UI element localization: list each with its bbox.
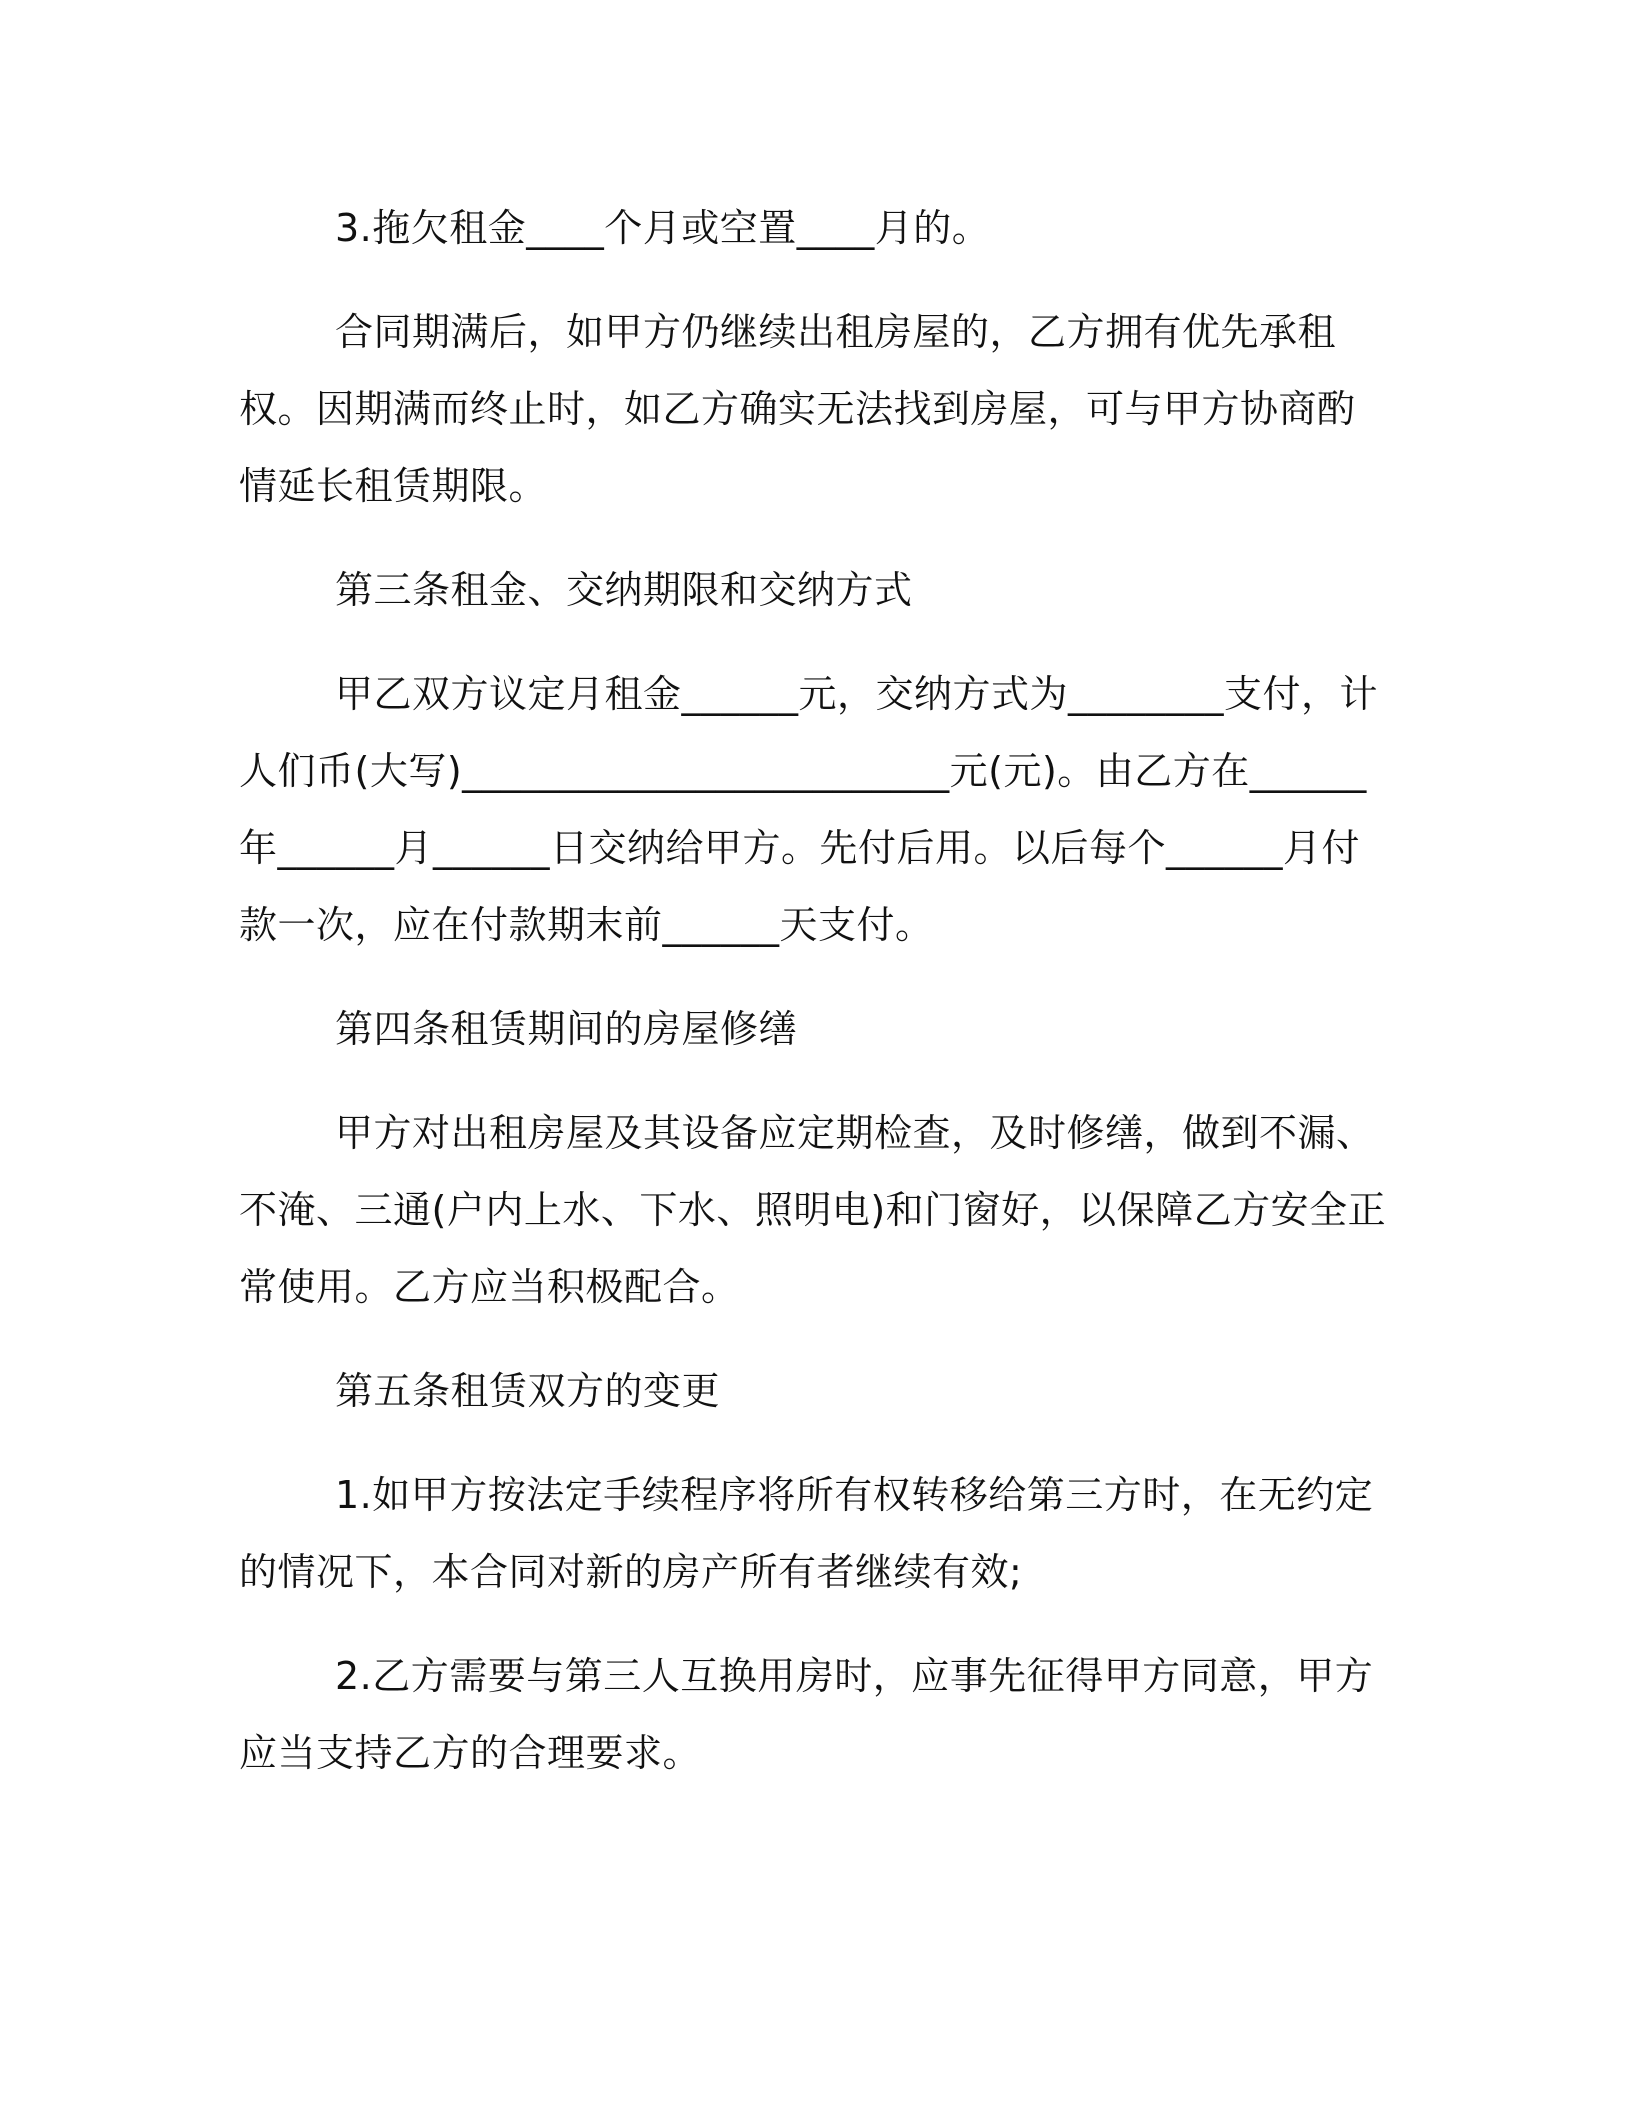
article-5-heading: 第五条租赁双方的变更 [335,1369,721,1413]
housing-exchange-paragraph: 2.乙方需要与第三人互换用房时，应事先征得甲方同意，甲方应当支持乙方的合理要求。 [239,1654,1374,1775]
rent-payment-paragraph: 甲乙双方议定月租金______元，交纳方式为________支付，计人们币(大写)_________________________元(元)。由乙方在______年______月______日交纳给甲方。先付后用。以后每个______月付款一次，应在付款期末前______天支付。 [239,672,1379,947]
article-3-heading: 第三条租金、交纳期限和交纳方式 [335,568,913,612]
ownership-transfer-paragraph: 1.如甲方按法定手续程序将所有权转移给第三方时，在无约定的情况下，本合同对新的房产所有者继续有效; [239,1473,1374,1594]
renewal-priority-paragraph: 合同期满后，如甲方仍继续出租房屋的，乙方拥有优先承租权。因期满而终止时，如乙方确实无法找到房屋，可与甲方协商酌情延长租赁期限。 [239,310,1356,508]
repair-paragraph: 甲方对出租房屋及其设备应定期检查，及时修缮，做到不漏、不淹、三通(户内上水、下水、照明电)和门窗好，以保障乙方安全正常使用。乙方应当积极配合。 [239,1111,1387,1309]
article-4-heading: 第四条租赁期间的房屋修缮 [335,1007,798,1051]
document-page [239,190,1389,1792]
clause-item-3-arrears: 3.拖欠租金____个月或空置____月的。 [335,206,991,250]
